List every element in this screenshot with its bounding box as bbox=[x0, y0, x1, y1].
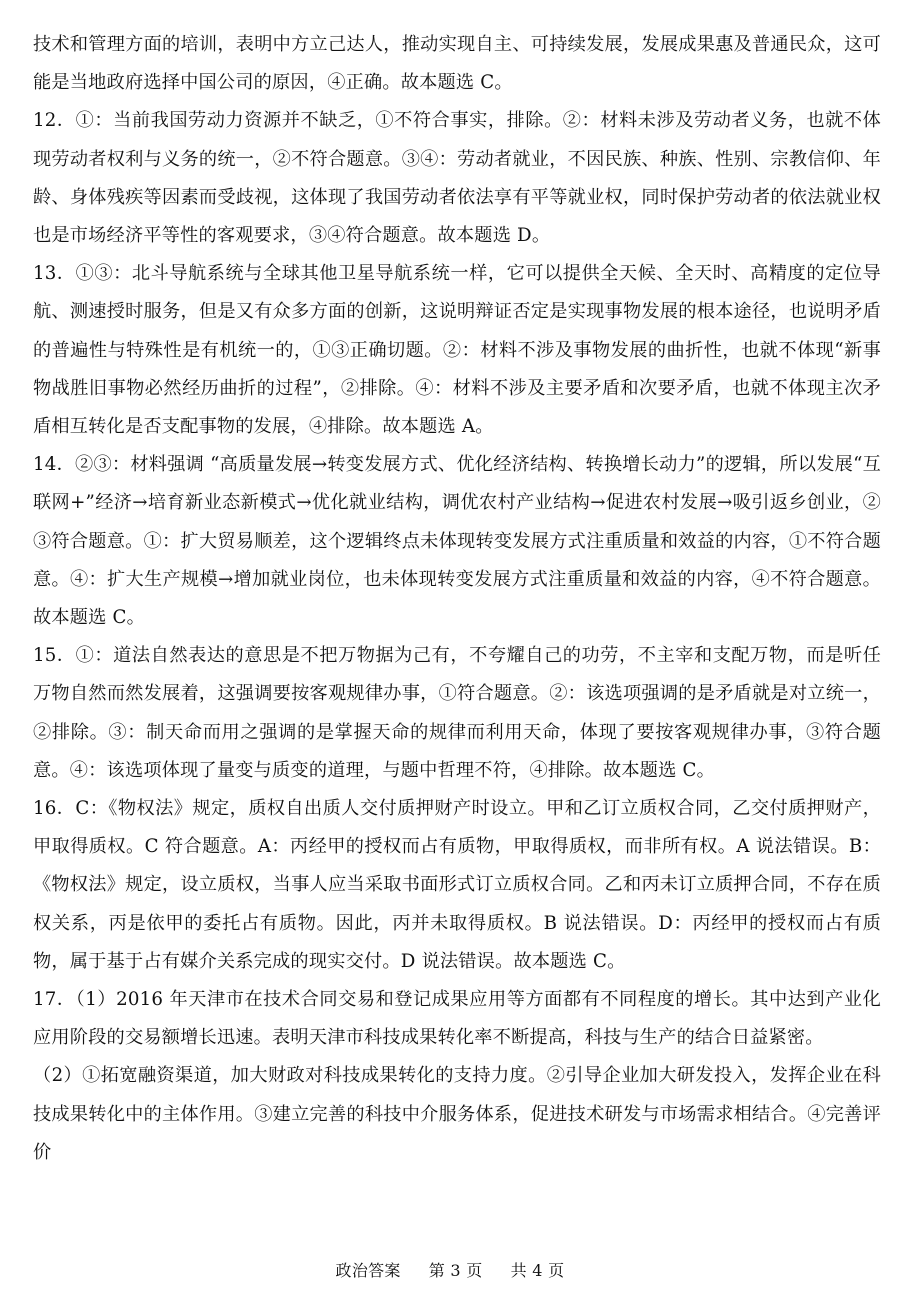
answer-17-part2-paragraph: （2）①拓宽融资渠道，加大财政对科技成果转化的支持力度。②引导企业加大研发投入，发挥企业在科技成果转化中的主体作用。③建立完善的科技中介服务体系，促进技术研发与市场需求相结合。④完善评价 bbox=[33, 1065, 881, 1163]
answer-14-paragraph: 14．②③：材料强调 “高质量发展→转变发展方式、优化经济结构、转换增长动力”的逻辑，所以发展“互联网+”经济→培育新业态新模式→优化就业结构，调优农村产业结构→促进农村发展→吸引返乡创业，②③符合题意。①：扩大贸易顺差，这个逻辑终点未体现转变发展方式注重质量和效益的内容，①不符合题意。④：扩大生产规模→增加就业岗位，也未体现转变发展方式注重质量和效益的内容，④不符合题意。故本题选 C。 bbox=[33, 454, 881, 629]
answer-12-paragraph: 12．①：当前我国劳动力资源并不缺乏，①不符合事实，排除。②：材料未涉及劳动者义务，也就不体现劳动者权利与义务的统一，②不符合题意。③④：劳动者就业，不因民族、种族、性别、宗教信仰、年龄、身体残疾等因素而受歧视，这体现了我国劳动者依法享有平等就业权，同时保护劳动者的依法就业权也是市场经济平等性的客观要求，③④符合题意。故本题选 D。 bbox=[33, 110, 881, 247]
footer-page-number: 第 3 页 bbox=[428, 1261, 483, 1280]
answer-15-paragraph: 15．①：道法自然表达的意思是不把万物据为己有，不夸耀自己的功劳，不主宰和支配万物，而是听任万物自然而然发展着，这强调要按客观规律办事，①符合题意。②：该选项强调的是矛盾就是对立统一，②排除。③：制天命而用之强调的是掌握天命的规律而利用天命，体现了要按客观规律办事，③符合题意。④：该选项体现了量变与质变的道理，与题中哲理不符，④排除。故本题选 C。 bbox=[33, 645, 881, 781]
footer-total-pages: 共 4 页 bbox=[510, 1261, 565, 1280]
answer-13-paragraph: 13．①③：北斗导航系统与全球其他卫星导航系统一样，它可以提供全天候、全天时、高精度的定位导航、测速授时服务，但是又有众多方面的创新，这说明辩证否定是实现事物发展的根本途径，也说明矛盾的普遍性与特殊性是有机统一的，①③正确切题。②：材料不涉及事物发展的曲折性，也就不体现“新事物战胜旧事物必然经历曲折的过程”，②排除。④：材料不涉及主要矛盾和次要矛盾，也就不体现主次矛盾相互转化是否支配事物的发展，④排除。故本题选 A。 bbox=[33, 263, 881, 438]
page-footer bbox=[0, 1258, 900, 1281]
answer-continuation-paragraph: 技术和管理方面的培训，表明中方立己达人，推动实现自主、可持续发展，发展成果惠及普通民众，这可能是当地政府选择中国公司的原因，④正确。故本题选 C。 bbox=[33, 34, 881, 94]
footer-subject: 政治答案 bbox=[335, 1261, 401, 1280]
answer-16-paragraph: 16．C：《物权法》规定，质权自出质人交付质押财产时设立。甲和乙订立质权合同，乙交付质押财产，甲取得质权。C 符合题意。A：丙经甲的授权而占有质物，甲取得质权，而非所有权。A 说法错误。B：《物权法》规定，设立质权，当事人应当采取书面形式订立质权合同。乙和丙未订立质押合同，不存在质权关系，丙是依甲的委托占有质物。因此，丙并未取得质权。B 说法错误。D：丙经甲的授权而占有质物，属于基于占有媒介关系完成的现实交付。D 说法错误。故本题选 C。 bbox=[33, 798, 881, 972]
answer-17-part1-paragraph: 17．（1）2016 年天津市在技术合同交易和登记成果应用等方面都有不同程度的增长。其中达到产业化应用阶段的交易额增长迅速。表明天津市科技成果转化率不断提高，科技与生产的结合日益紧密。 bbox=[33, 989, 881, 1049]
answer-text-body bbox=[33, 26, 881, 1172]
